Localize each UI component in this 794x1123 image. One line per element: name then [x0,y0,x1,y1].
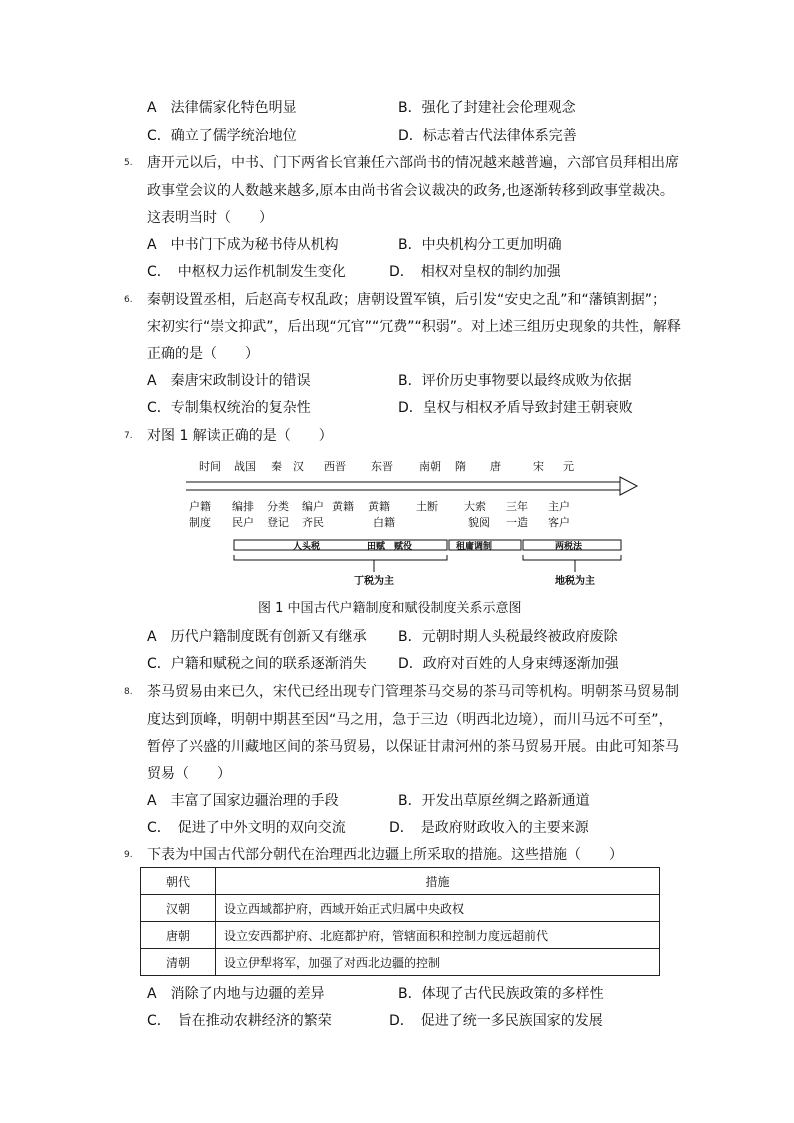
bar-label: 田赋 赋役 [367,542,413,552]
q8-line-4: 贸易（ ） [147,766,231,782]
system-label: 白籍 [373,516,395,529]
q5-option-c: C． 中枢权力运作机制发生变化 [147,264,346,280]
q8-option-d: D． 是政府财政收入的主要来源 [389,820,589,836]
system-label: 制度 [189,516,211,529]
q5-line-3: 这表明当时（ ） [147,210,273,226]
dynasty-label: 汉 [293,460,304,473]
dynasty-label: 东晋 [371,460,393,473]
system-label: 三年 [506,500,528,513]
q6-line-1: 秦朝设置丞相，后赵高专权乱政；唐朝设置军镇，后引发“安史之乱”和“藩镇割据”； [147,292,667,308]
q8-line-3: 暂停了兴盛的川藏地区间的茶马贸易，以保证甘肃河州的茶马贸易开展。由此可知茶马 [147,739,679,755]
q9-option-a: A 消除了内地与边疆的差异 [147,986,325,1002]
q7-number: 7. [124,431,133,441]
q7-option-d: D．政府对百姓的人身束缚逐渐加强 [398,656,619,672]
system-label: 齐民 [302,516,324,529]
q6-line-3: 正确的是（ ） [147,346,259,362]
q8-option-c: C． 促进了中外文明的双向交流 [147,820,346,836]
system-label: 主户 [548,500,570,513]
table-cell: 设立西域都护府，西域开始正式归属中央政权 [216,895,660,922]
q4-option-b: B．强化了封建社会伦理观念 [398,100,576,116]
system-label: 黄籍 [332,500,354,513]
q8-option-b: B．开发出草原丝绸之路新通道 [398,793,590,809]
q6-option-d: D．皇权与相权矛盾导致封建王朝衰败 [398,400,633,416]
q5-line-1: 唐开元以后，中书、门下两省长官兼任六部尚书的情况越来越普遍，六部官员拜相出席 [147,155,679,171]
bar-label: 租庸调制 [456,542,493,552]
q5-option-b: B．中央机构分工更加明确 [398,237,562,253]
q8-line-1: 茶马贸易由来已久，宋代已经出现专门管理茶马交易的茶马司等机构。明朝茶马贸易制 [147,684,679,700]
system-label: 分类 [267,500,289,513]
figure-caption: 图 1 中国古代户籍制度和赋役制度关系示意图 [258,601,522,616]
table-cell: 唐朝 [141,922,216,949]
q6-option-b: B．评价历史事物要以最终成败为依据 [398,373,632,389]
measures-table [140,867,660,976]
dynasty-label: 元 [563,460,574,473]
table-cell: 设立安西都护府、北庭都护府，管辖面积和控制力度远超前代 [216,922,660,949]
dynasty-label: 秦 [271,460,282,473]
table-header: 措施 [216,868,660,895]
q9-number: 9. [124,850,133,860]
q4-option-c: C．确立了儒学统治地位 [147,128,297,144]
system-label: 一造 [506,516,528,529]
dynasty-label: 宋 [533,460,544,473]
table-row [141,922,660,949]
system-label: 民户 [232,516,254,529]
q9-option-c: C． 旨在推动农耕经济的繁荣 [147,1013,332,1029]
q5-line-2: 政事堂会议的人数越来越多,原本由尚书省会议裁决的政务,也逐渐转移到政事堂裁决。 [147,183,674,199]
table-cell: 清朝 [141,949,216,976]
q9-line-1: 下表为中国古代部分朝代在治理西北边疆上所采取的措施。这些措施（ ） [147,847,623,863]
bar-label: 人头税 [293,542,321,552]
q4-option-a: A 法律儒家化特色明显 [147,100,297,116]
table-row [141,949,660,976]
q4-option-d: D．标志着古代法律体系完善 [398,128,577,144]
system-label: 户籍 [189,500,211,513]
q7-line-1: 对图 1 解读正确的是（ ） [147,428,333,444]
q5-number: 5. [124,158,133,168]
q8-number: 8. [124,687,133,697]
q6-option-a: A 秦唐宋政制设计的错误 [147,373,311,389]
group-brackets [234,555,621,572]
system-label: 客户 [548,516,570,529]
dynasty-label: 隋 [455,460,466,473]
bar-label: 两税法 [555,542,583,552]
q9-option-d: D． 促进了统一多民族国家的发展 [389,1013,603,1029]
q8-line-2: 度达到顶峰，明朝中期甚至因“马之用，急于三边（明西北边境），而川马远不可至”， [147,712,673,728]
dynasty-label: 时间 [199,460,221,473]
q6-option-c: C．专制集权统治的复杂性 [147,400,311,416]
system-label: 编户 [302,500,324,513]
system-label: 大索 [464,500,486,513]
timeline-arrow [186,477,637,495]
table-cell: 汉朝 [141,895,216,922]
dynasty-label: 战国 [234,460,256,473]
q7-option-b: B．元朝时期人头税最终被政府废除 [398,629,618,645]
table-header-row [141,868,660,895]
dynasty-label: 唐 [490,460,501,473]
group-label: 丁税为主 [354,576,394,587]
q9-option-b: B．体现了古代民族政策的多样性 [398,986,604,1002]
system-label: 貌阅 [468,516,490,529]
q7-option-a: A 历代户籍制度既有创新又有继承 [147,629,367,645]
q6-line-2: 宋初实行“崇文抑武”，后出现“冗官”“冗费”“积弱”。对上述三组历史现象的共性，解释 [147,319,682,335]
dynasty-label: 南朝 [419,460,441,473]
q7-option-c: C．户籍和赋税之间的联系逐渐消失 [147,656,367,672]
q6-number: 6. [124,295,133,305]
system-label: 编排 [232,500,254,513]
table-header: 朝代 [141,868,216,895]
q5-option-d: D． 相权对皇权的制约加强 [389,264,561,280]
system-label: 登记 [267,516,289,529]
system-label: 土断 [416,500,438,513]
dynasty-label: 西晋 [324,460,346,473]
group-label: 地税为主 [555,576,595,587]
system-label: 黄籍 [368,500,390,513]
table-cell: 设立伊犁将军，加强了对西北边疆的控制 [216,949,660,976]
q8-option-a: A 丰富了国家边疆治理的手段 [147,793,339,809]
q5-option-a: A 中书门下成为秘书侍从机构 [147,237,339,253]
table-row [141,895,660,922]
